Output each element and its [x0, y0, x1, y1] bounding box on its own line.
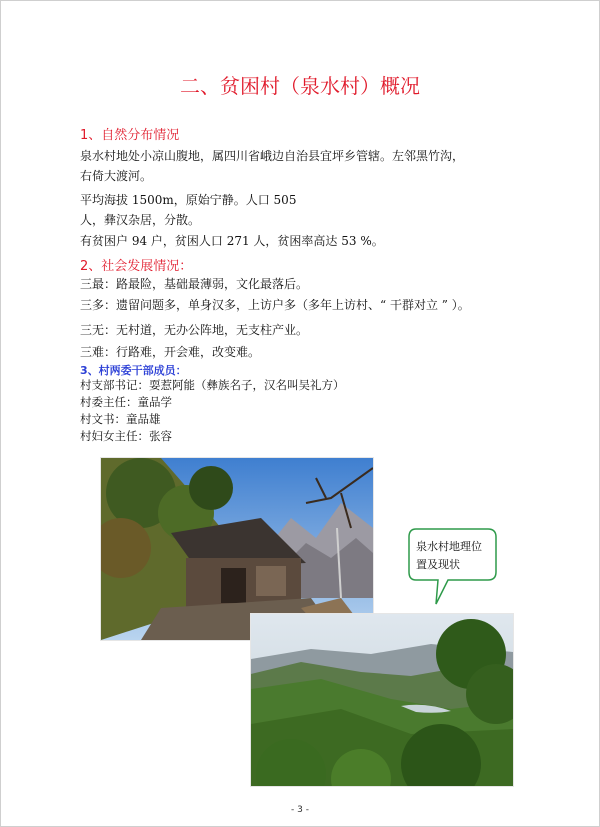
- section-heading-cadres: 3、村两委干部成员：: [80, 364, 187, 377]
- paragraph-line: 右倚大渡河。: [80, 169, 153, 183]
- paragraph-line: 村支部书记：耍惹阿能（彝族名子，汉名叫吴礼方）: [80, 378, 345, 392]
- section-heading-natural: 1、自然分布情况: [80, 128, 180, 143]
- paragraph-line: 平均海拔 1500m，原始宁静。人口 505: [80, 193, 297, 207]
- paragraph-line: 村委主任：童品学: [80, 395, 172, 409]
- section-heading-social: 2、社会发展情况：: [80, 259, 193, 274]
- paragraph-line: 村妇女主任：张容: [80, 429, 172, 443]
- paragraph-line: 人，彝汉杂居，分散。: [80, 213, 201, 227]
- river-valley-photo: [250, 613, 514, 787]
- paragraph-line: 村文书：童品雄: [80, 412, 161, 426]
- paragraph-line: 三最：路最险，基础最薄弱，文化最落后。: [80, 277, 309, 291]
- page-number: - 3 -: [291, 805, 309, 815]
- page-title: 二、贫困村（泉水村）概况: [180, 74, 420, 98]
- paragraph-line: 三多：遗留问题多，单身汉多，上访户多（多年上访村、“ 干群对立 ” ）。: [80, 298, 470, 312]
- paragraph-line: 三难：行路难，开会难，改变难。: [80, 345, 261, 359]
- paragraph-line: 三无：无村道，无办公阵地，无支柱产业。: [80, 323, 309, 337]
- callout-text: 泉水村地理位置及现状: [416, 540, 482, 571]
- paragraph-line: 泉水村地处小凉山腹地，属四川省峨边自治县宜坪乡管辖。左邻黑竹沟，: [80, 149, 465, 163]
- paragraph-line: 有贫困户 94 户，贫困人口 271 人，贫困率高达 53 %。: [80, 234, 384, 248]
